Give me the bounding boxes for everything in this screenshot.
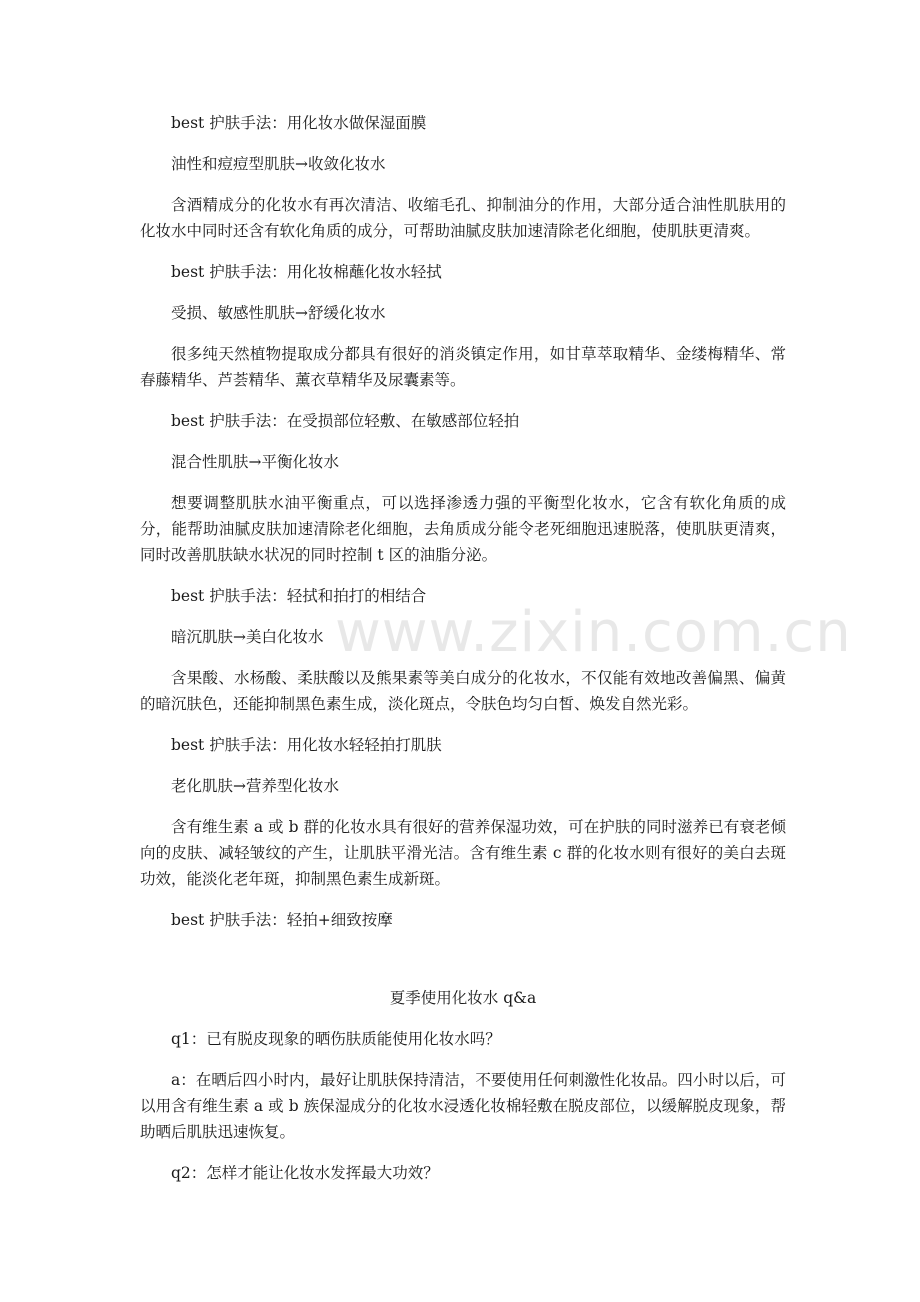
heading-dull-skin: 暗沉肌肤→美白化妆水 [171, 628, 324, 646]
body-dull-skin: 含果酸、水杨酸、柔肤酸以及熊果素等美白成分的化妆水，不仅能有效地改善偏黑、偏黄的暗沉肤色，还能抑制黑色素生成，淡化斑点，令肤色均匀白皙、焕发自然光彩。 [140, 669, 786, 713]
qa-answer-1: a：在晒后四小时内，最好让肌肤保持清洁，不要使用任何刺激性化妆品。四小时以后，可以用含有维生素 a 或 b 族保湿成分的化妆水浸透化妆棉轻敷在脱皮部位，以缓解脱皮现象，帮助晒后肌肤迅速恢复。 [140, 1071, 786, 1141]
heading-sensitive-skin: 受损、敏感性肌肤→舒缓化妆水 [171, 304, 386, 322]
body-aging-skin: 含有维生素 a 或 b 群的化妆水具有很好的营养保湿功效，可在护肤的同时滋养已有衰老倾向的皮肤、减轻皱纹的产生，让肌肤平滑光洁。含有维生素 c 群的化妆水则有很好的美白去斑功效，能淡化老年斑，抑制黑色素生成新斑。 [140, 818, 786, 888]
method-6: best 护肤手法：轻拍+细致按摩 [171, 911, 393, 929]
body-sensitive-skin: 很多纯天然植物提取成分都具有很好的消炎镇定作用，如甘草萃取精华、金缕梅精华、常春藤精华、芦荟精华、薰衣草精华及尿囊素等。 [140, 345, 786, 389]
method-5: best 护肤手法：用化妆水轻轻拍打肌肤 [171, 736, 442, 754]
method-4: best 护肤手法：轻拭和拍打的相结合 [171, 587, 427, 605]
heading-oily-skin: 油性和痘痘型肌肤→收敛化妆水 [171, 155, 386, 173]
qa-title: 夏季使用化妆水 q&a [389, 989, 537, 1007]
document-body [140, 110, 786, 1186]
heading-combination-skin: 混合性肌肤→平衡化妆水 [171, 453, 339, 471]
watermark: www.zixin.com.cn [335, 600, 852, 665]
qa-question-2: q2：怎样才能让化妆水发挥最大功效？ [171, 1164, 439, 1182]
body-oily-skin: 含酒精成分的化妆水有再次清洁、收缩毛孔、抑制油分的作用，大部分适合油性肌肤用的化妆水中同时还含有软化角质的成分，可帮助油腻皮肤加速清除老化细胞，使肌肤更清爽。 [140, 196, 786, 240]
heading-aging-skin: 老化肌肤→营养型化妆水 [171, 777, 339, 795]
method-2: best 护肤手法：用化妆棉蘸化妆水轻拭 [171, 263, 442, 281]
body-combination-skin: 想要调整肌肤水油平衡重点，可以选择渗透力强的平衡型化妆水，它含有软化角质的成分，能帮助油腻皮肤加速清除老化细胞，去角质成分能令老死细胞迅速脱落，使肌肤更清爽，同时改善肌肤缺水状况的同时控制 t 区的油脂分泌。 [140, 494, 786, 564]
qa-question-1: q1：已有脱皮现象的晒伤肤质能使用化妆水吗？ [171, 1030, 501, 1048]
method-1: best 护肤手法：用化妆水做保湿面膜 [171, 114, 427, 132]
method-3: best 护肤手法：在受损部位轻敷、在敏感部位轻拍 [171, 412, 520, 430]
